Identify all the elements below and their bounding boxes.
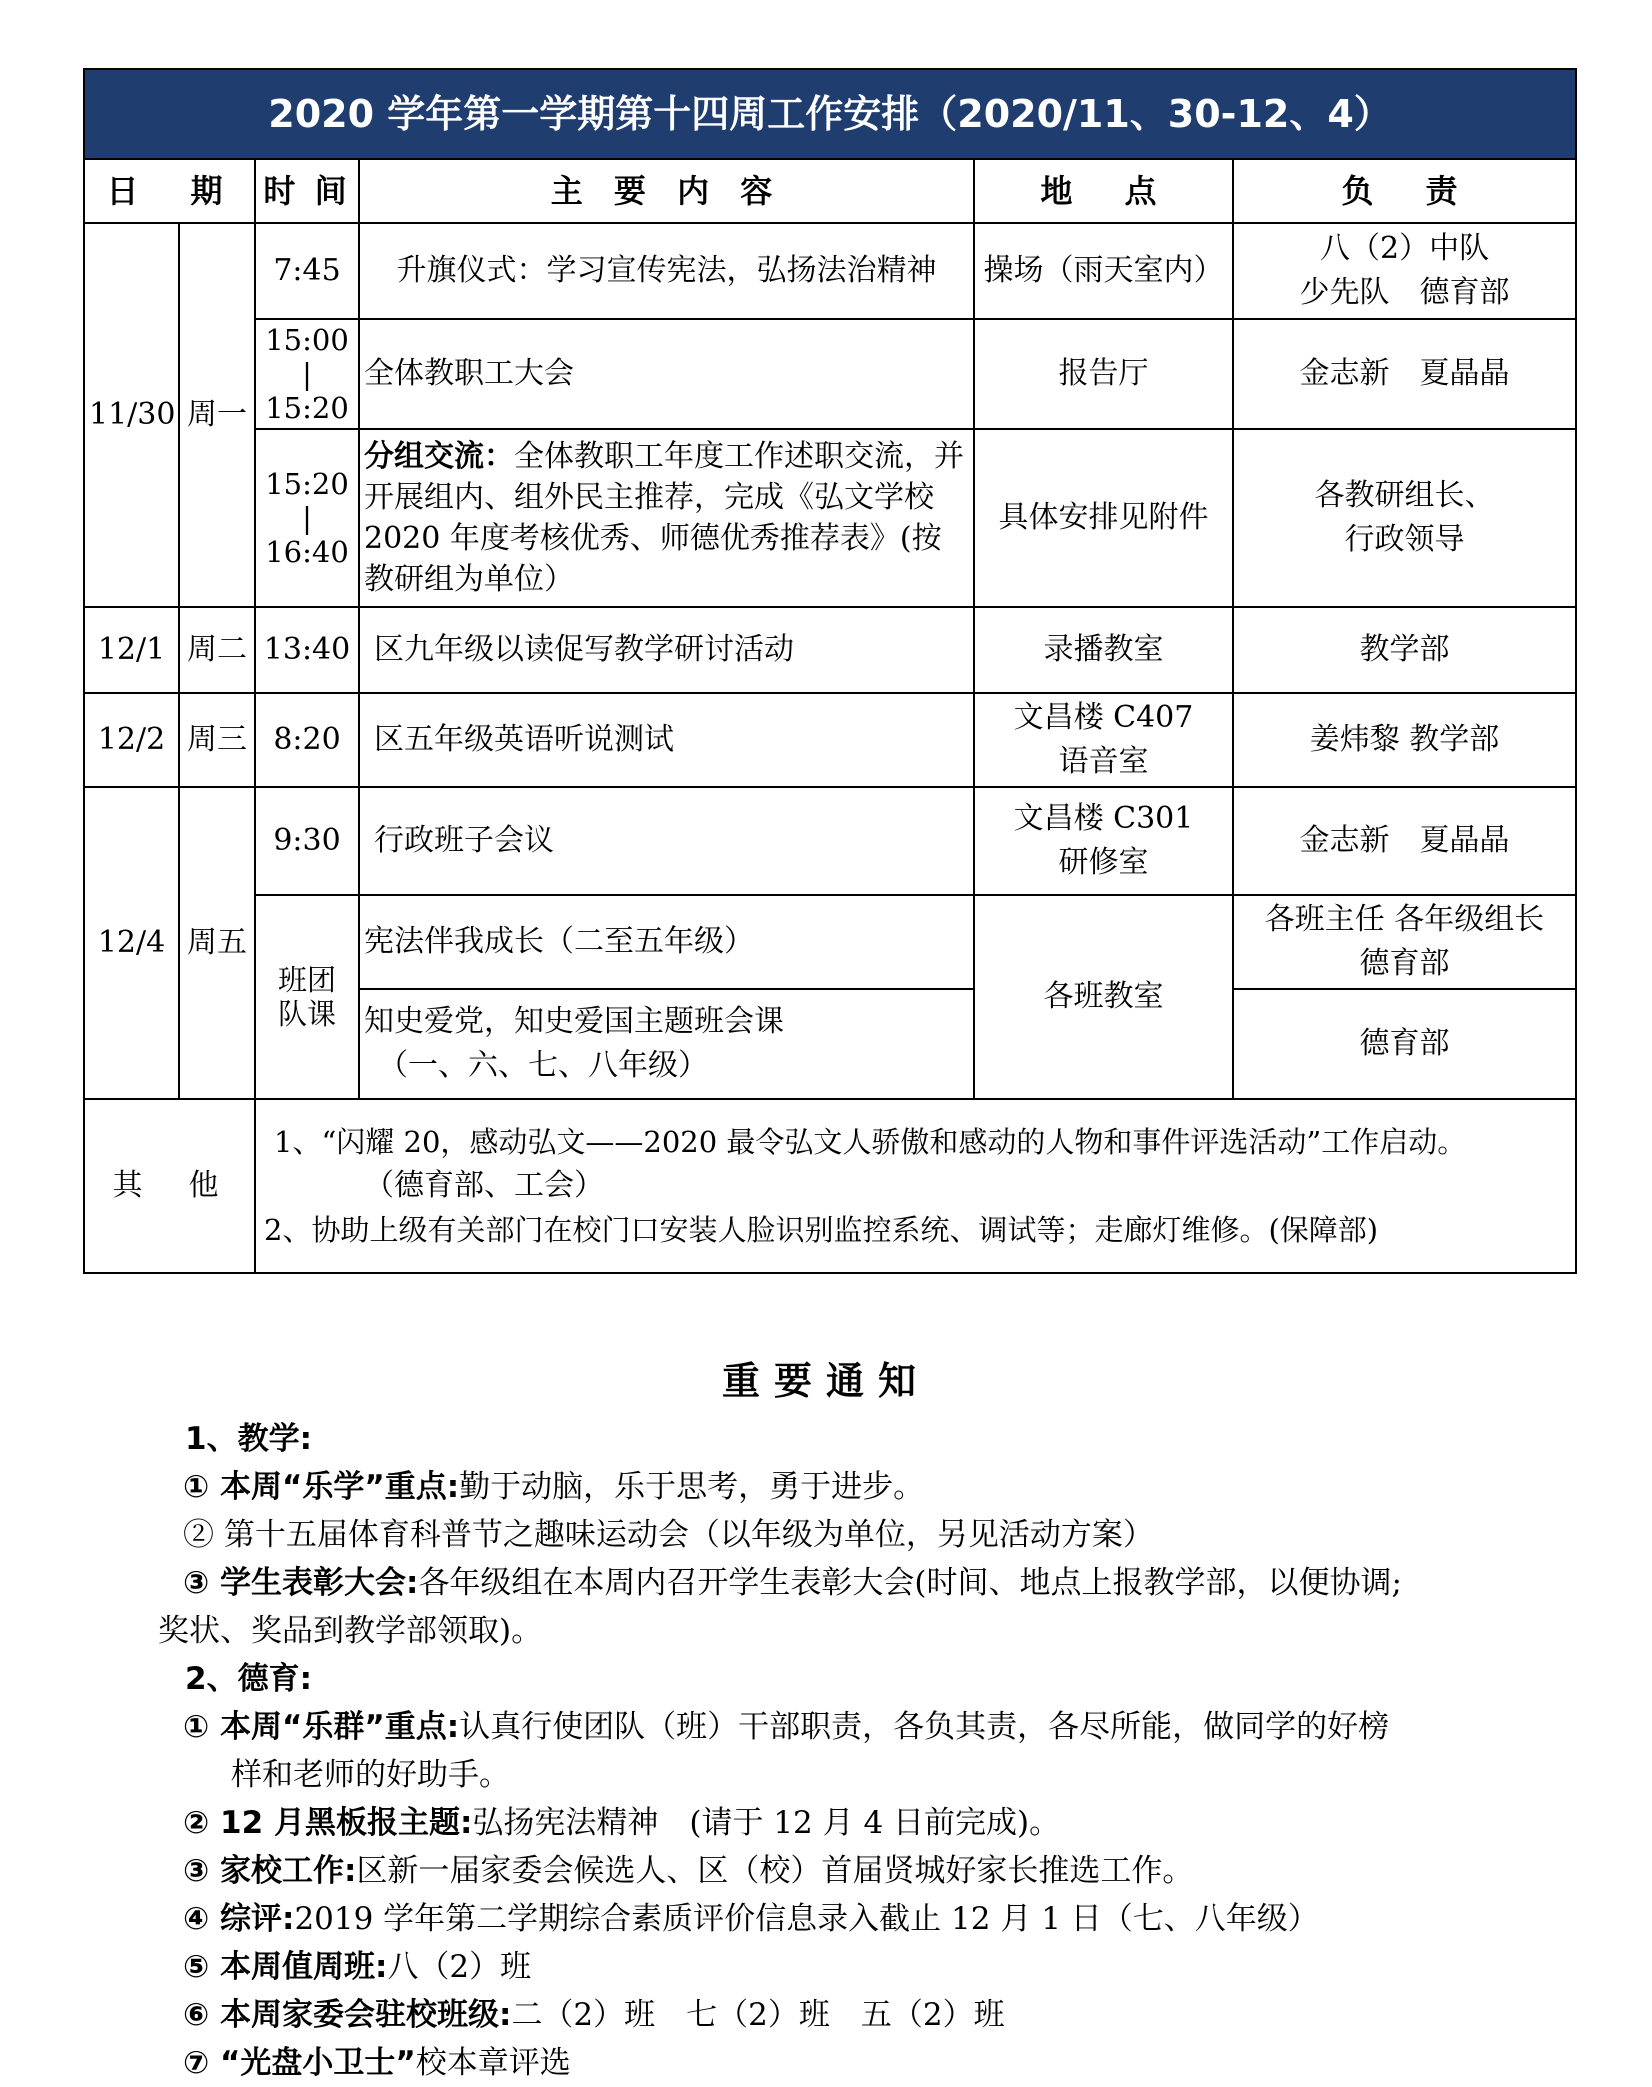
time-line: 队课 xyxy=(277,997,336,1031)
table-row xyxy=(84,223,1576,319)
content-cell xyxy=(359,989,974,1099)
header-date: 日 期 xyxy=(84,159,255,223)
content-line: 知史爱党，知史爱国主题班会课 xyxy=(364,1004,784,1039)
time-cell: 9:30 xyxy=(255,787,359,895)
owner-cell xyxy=(1233,429,1576,607)
owner-cell: 金志新 夏晶晶 xyxy=(1233,787,1576,895)
place-line: 研修室 xyxy=(1058,845,1149,880)
time-cell xyxy=(255,319,359,429)
time-cell xyxy=(255,429,359,607)
item-text-wrap: 样和老师的好助手。 xyxy=(231,1757,510,1793)
time-cell: 13:40 xyxy=(255,607,359,693)
item-text: 区新一届家委会候选人、区（校）首届贤城好家长推选工作。 xyxy=(356,1853,1194,1889)
weekday-cell: 周一 xyxy=(179,223,255,607)
owner-line: 各班主任 各年级组长 xyxy=(1264,902,1545,937)
item-lead: ① 本周“乐群”重点: xyxy=(183,1709,460,1745)
header-row xyxy=(84,159,1576,223)
content-cell: 行政班子会议 xyxy=(359,787,974,895)
time-start: 15:00 xyxy=(265,323,349,357)
item-lead: ⑤ 本周值周班: xyxy=(183,1949,388,1985)
date-cell: 12/1 xyxy=(84,607,179,693)
notice-item: ② 第十五届体育科普节之趣味运动会（以年级为单位，另见活动方案） xyxy=(183,1517,1154,1553)
notice-item xyxy=(183,2039,1502,2087)
owner-cell: 教学部 xyxy=(1233,607,1576,693)
content-cell: 全体教职工大会 xyxy=(359,319,974,429)
other-line: 1、“闪耀 20，感动弘文——2020 最令弘文人骄傲和感动的人物和事件评选活动”工作启动。 xyxy=(274,1125,1467,1159)
notice-item xyxy=(183,1463,1502,1511)
place-cell: 各班教室 xyxy=(974,895,1233,1099)
content-cell xyxy=(359,429,974,607)
notice-item xyxy=(158,1559,1502,1655)
place-line: 文昌楼 C407 xyxy=(1013,700,1194,735)
table-row xyxy=(84,319,1576,429)
content-cell: 区九年级以读促写教学研讨活动 xyxy=(359,607,974,693)
date-cell: 12/2 xyxy=(84,693,179,787)
item-text: 八（2）班 xyxy=(387,1949,532,1985)
place-cell: 具体安排见附件 xyxy=(974,429,1233,607)
item-text: 校本章评选 xyxy=(415,2045,571,2081)
place-cell: 报告厅 xyxy=(974,319,1233,429)
notice-item xyxy=(183,1991,1502,2039)
other-label: 其 他 xyxy=(84,1099,255,1273)
item-lead: ⑦ “光盘小卫士” xyxy=(183,2045,416,2081)
item-lead: ③ 家校工作: xyxy=(183,1853,357,1889)
schedule-title: 2020 学年第一学期第十四周工作安排（2020/11、30-12、4） xyxy=(84,69,1576,159)
content-cell: 升旗仪式：学习宣传宪法，弘扬法治精神 xyxy=(359,223,974,319)
time-end: 15:20 xyxy=(265,391,349,425)
owner-cell xyxy=(1233,895,1576,989)
table-row xyxy=(84,429,1576,607)
content-text: 全体教职工年度工作述职交流，并开展组内、组外民主推荐，完成《弘文学校 2020 年度考核优秀、师德优秀推荐表》(按教研组为单位） xyxy=(364,439,964,597)
table-row xyxy=(84,895,1576,989)
content-cell: 区五年级英语听说测试 xyxy=(359,693,974,787)
item-text-wrap: 奖状、奖品到教学部领取)。 xyxy=(158,1613,543,1649)
time-cell xyxy=(255,895,359,1099)
time-line: 班团 xyxy=(277,963,336,997)
item-text: 弘扬宪法精神 (请于 12 月 4 日前完成)。 xyxy=(472,1805,1061,1841)
owner-cell: 姜炜黎 教学部 xyxy=(1233,693,1576,787)
notice-item xyxy=(183,1799,1502,1847)
notice-title: 重要通知 xyxy=(721,1359,930,1403)
time-cell: 8:20 xyxy=(255,693,359,787)
item-lead: ④ 综评: xyxy=(183,1901,295,1937)
place-cell: 录播教室 xyxy=(974,607,1233,693)
schedule-table xyxy=(83,68,1577,1274)
item-lead: ③ 学生表彰大会: xyxy=(183,1565,419,1601)
notice-item xyxy=(183,1943,1502,1991)
notice-section xyxy=(0,1350,1652,2087)
content-cell: 宪法伴我成长（二至五年级） xyxy=(359,895,974,989)
owner-line: 八（2）中队 xyxy=(1319,231,1490,266)
notice-item xyxy=(183,1703,1502,1799)
place-cell: 操场（雨天室内） xyxy=(974,223,1233,319)
place-line: 语音室 xyxy=(1058,744,1149,779)
notice-item xyxy=(183,1847,1502,1895)
time-end: 16:40 xyxy=(265,535,349,569)
notice-item xyxy=(183,1895,1502,1943)
time-sep: | xyxy=(302,357,312,391)
header-place: 地 点 xyxy=(974,159,1233,223)
header-owner: 负 责 xyxy=(1233,159,1576,223)
table-row xyxy=(84,607,1576,693)
item-text: 勤于动脑，乐于思考，勇于进步。 xyxy=(459,1469,925,1505)
item-lead: ⑥ 本周家委会驻校班级: xyxy=(183,1997,512,2033)
time-sep: | xyxy=(302,501,312,535)
other-row xyxy=(84,1099,1576,1273)
time-start: 15:20 xyxy=(265,467,349,501)
owner-line: 各教研组长、 xyxy=(1314,478,1495,513)
owner-cell: 金志新 夏晶晶 xyxy=(1233,319,1576,429)
place-cell xyxy=(974,693,1233,787)
other-line: （德育部、工会） xyxy=(364,1168,604,1203)
other-line: 2、协助上级有关部门在校门口安装人脸识别监控系统、调试等；走廊灯维修。(保障部) xyxy=(264,1213,1379,1247)
item-text: 2019 学年第二学期综合素质评价信息录入截止 12 月 1 日（七、八年级） xyxy=(294,1901,1319,1937)
time-cell: 7:45 xyxy=(255,223,359,319)
header-content: 主 要 内 容 xyxy=(359,159,974,223)
item-text: 认真行使团队（班）干部职责，各负其责，各尽所能，做同学的好榜 xyxy=(459,1709,1390,1745)
weekday-cell: 周五 xyxy=(179,787,255,1099)
content-line: （一、六、七、八年级） xyxy=(378,1048,708,1083)
other-content xyxy=(255,1099,1576,1273)
owner-line: 少先队 德育部 xyxy=(1299,275,1510,310)
place-cell xyxy=(974,787,1233,895)
table-row xyxy=(84,787,1576,895)
item-lead: ① 本周“乐学”重点: xyxy=(183,1469,460,1505)
weekday-cell: 周二 xyxy=(179,607,255,693)
owner-cell: 德育部 xyxy=(1233,989,1576,1099)
header-time: 时 间 xyxy=(255,159,359,223)
place-line: 文昌楼 C301 xyxy=(1013,801,1194,836)
section-heading: 2、德育: xyxy=(185,1661,312,1697)
owner-cell xyxy=(1233,223,1576,319)
date-cell: 12/4 xyxy=(84,787,179,1099)
item-text: 各年级组在本周内召开学生表彰大会(时间、地点上报教学部，以便协调; xyxy=(418,1565,1402,1601)
date-cell: 11/30 xyxy=(84,223,179,607)
weekday-cell: 周三 xyxy=(179,693,255,787)
item-lead: ② 12 月黑板报主题: xyxy=(183,1805,473,1841)
owner-line: 德育部 xyxy=(1359,946,1450,981)
owner-line: 行政领导 xyxy=(1344,522,1465,557)
table-row xyxy=(84,693,1576,787)
content-lead: 分组交流： xyxy=(364,439,514,474)
item-text: 二（2）班 七（2）班 五（2）班 xyxy=(511,1997,1005,2033)
section-heading: 1、教学: xyxy=(185,1421,312,1457)
